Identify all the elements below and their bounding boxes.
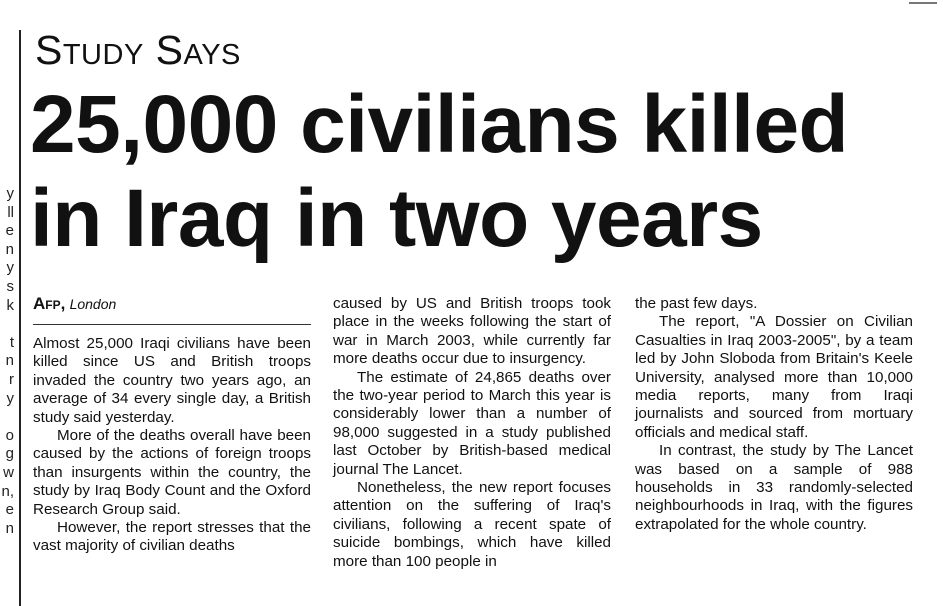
headline — [30, 78, 930, 266]
fragment-line: y — [6, 259, 14, 277]
paragraph: Almost 25,000 Iraqi civilians have been killed since US and British troops invaded the country two years ago, an average of 34 every single day, a British study said yesterday. — [33, 335, 311, 426]
fragment-line: y — [6, 389, 14, 407]
paragraph: In contrast, the study by The Lancet was based on a sample of 988 households in 33 randomly-selected neighbourhoods in Iraq, with the figures extrapolated for the whole country. — [635, 442, 913, 533]
kicker: Study Says — [35, 27, 241, 73]
paragraph: More of the deaths overall have been caused by the actions of foreign troops than insurgents within the country, the study by Iraq Body Count and the Oxford Research Group said. — [33, 427, 311, 518]
paragraph: caused by US and British troops took place in the weeks following the start of war in March 2003, while currently far more deaths occur due to insurgency. — [333, 295, 611, 368]
fragment-line: n — [5, 240, 14, 258]
fragment-line: w — [3, 463, 14, 481]
byline-agency: Afp, — [33, 294, 66, 313]
headline-line-1: 25,000 civilians killed — [30, 79, 849, 170]
fragment-line: g — [5, 445, 14, 463]
article-column-2 — [333, 295, 611, 571]
fragment-line: s — [6, 277, 14, 295]
article-body — [33, 295, 913, 606]
fragment-line — [0, 408, 14, 427]
fragment-line — [0, 315, 14, 334]
fragment-line: k — [6, 296, 14, 314]
paragraph: the past few days. — [635, 295, 758, 312]
fragment-line: n — [5, 352, 14, 370]
paragraph: However, the report stresses that the vast majority of civilian deaths — [33, 519, 311, 555]
fragment-line: y — [6, 185, 14, 202]
fragment-line: t — [9, 333, 14, 351]
fragment-line: n — [5, 519, 14, 537]
fragment-line: o — [5, 426, 14, 444]
fragment-line: ll — [7, 203, 14, 221]
byline-dateline: London — [69, 296, 117, 312]
article-column-1 — [33, 295, 311, 556]
paragraph: Nonetheless, the new report focuses attention on the suffering of Iraq's civilians, following a recent spate of suicide bombings, which have killed more than 100 people in — [333, 479, 611, 570]
fragment-line: e — [5, 222, 14, 240]
fragment-line: n, — [1, 482, 14, 500]
byline — [33, 295, 311, 325]
adjacent-column-fragments — [0, 185, 14, 538]
corner-rule — [909, 2, 937, 8]
headline-line-2: in Iraq in two years — [30, 173, 763, 264]
column-divider-rule — [19, 30, 21, 606]
paragraph: The estimate of 24,865 deaths over the two-year period to March this year is considerably lower than a number of 98,000 suggested in a study published last October by British-based medical journal The Lancet. — [333, 368, 611, 478]
paragraph: The report, "A Dossier on Civilian Casualties in Iraq 2003-2005", by a team led by John Sloboda from Britain's Keele University, analysed more than 10,000 media reports, many from Iraqi journalists and sourced from mortuary officials and medical staff. — [635, 313, 913, 441]
fragment-line: e — [5, 501, 14, 519]
article-column-3 — [635, 295, 913, 534]
fragment-line: r — [9, 370, 14, 388]
